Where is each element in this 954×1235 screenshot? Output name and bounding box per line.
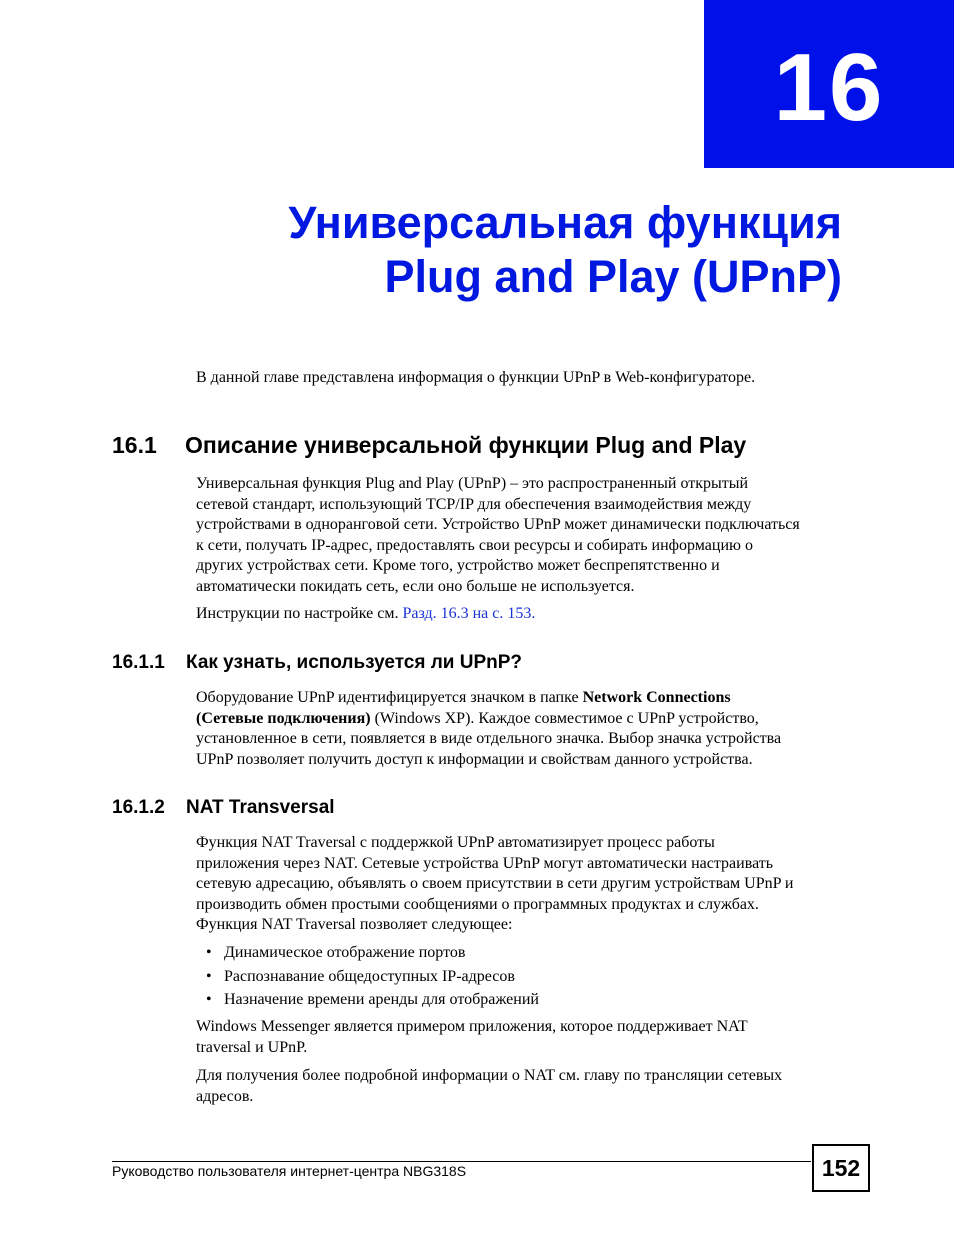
section-title: Описание универсальной функции Plug and Play	[185, 432, 747, 458]
text-line: Функция NAT Traversal позволяет следующее:	[196, 916, 513, 933]
section-title: Как узнать, используется ли UPnP?	[186, 652, 523, 673]
section-16-1-1-paragraph	[196, 688, 856, 770]
text-line: производить обмен простыми сообщениями о программных продуктах и службах.	[196, 895, 759, 913]
section-link[interactable]: Разд. 16.3 на с. 153.	[402, 605, 536, 622]
list-item: • Назначение времени аренды для отображений	[206, 991, 539, 1008]
section-heading-16-1-2	[112, 796, 335, 820]
text-line: к сети, получать IP-адрес, предоставлять свои ресурсы и собирать информацию о	[196, 536, 753, 554]
footer-title: Руководство пользователя интернет-центра NBG318S	[112, 1163, 467, 1179]
section-16-1-paragraph	[196, 474, 856, 597]
text-segment: Оборудование UPnP идентифицируется значком в папке	[196, 689, 583, 706]
section-title: NAT Transversal	[186, 797, 335, 818]
intro-paragraph: В данной главе представлена информация о функции UPnP в Web-конфигураторе.	[196, 369, 756, 386]
nat-reference-paragraph	[196, 1066, 856, 1107]
chapter-number-box	[704, 0, 954, 168]
section-16-1-2-paragraph	[196, 833, 856, 936]
text-line: Функция NAT Traversal с поддержкой UPnP автоматизирует процесс работы	[196, 834, 715, 851]
chapter-number: 16	[773, 34, 885, 141]
text-line: сетевой стандарт, использующий TCP/IP для обеспечения взаимодействия между	[196, 495, 752, 513]
chapter-title-line1: Универсальная функция	[288, 197, 842, 248]
chapter-title	[288, 196, 842, 304]
messenger-paragraph	[196, 1017, 856, 1058]
bullet-icon: •	[206, 944, 212, 961]
instructions-text: Инструкции по настройке см.	[196, 605, 403, 622]
chapter-title-line2: Plug and Play (UPnP)	[384, 251, 842, 302]
section-16-1-instructions	[196, 604, 856, 625]
page-number: 152	[812, 1144, 870, 1192]
text-line: сетевую адресацию, объявлять о своем присутствии в сети другим устройствам UPnP и	[196, 875, 794, 892]
text-line: установленное в сети, появляется в виде отдельного значка. Выбор значка устройства	[196, 730, 782, 747]
section-number: 16.1	[112, 432, 157, 458]
text-line: UPnP позволяет получить доступ к информации и свойствам данного устройства.	[196, 750, 753, 768]
text-segment: (Windows XP). Каждое совместимое с UPnP устройство,	[370, 709, 759, 727]
list-item: • Распознавание общедоступных IP-адресов	[206, 967, 515, 985]
section-heading-16-1	[112, 431, 746, 459]
feature-list	[206, 943, 539, 1014]
text-line: других устройствах сети. Кроме того, устройство может беспрепятственно и	[196, 557, 720, 574]
footer-divider	[112, 1161, 811, 1162]
text-line: traversal и UPnP.	[196, 1038, 308, 1056]
section-number: 16.1.2	[112, 797, 165, 818]
bullet-icon: •	[206, 991, 212, 1008]
text-line: автоматически покидать сеть, если оно больше не используется.	[196, 577, 635, 595]
text-line: устройствами в одноранговой сети. Устройство UPnP может динамически подключаться	[196, 516, 800, 533]
section-heading-16-1-1	[112, 651, 522, 675]
bullet-icon: •	[206, 967, 212, 985]
list-item: • Динамическое отображение портов	[206, 944, 466, 961]
text-line: Для получения более подробной информации о NAT см. главу по трансляции сетевых	[196, 1067, 783, 1084]
section-number: 16.1.1	[112, 652, 165, 673]
text-line: адресов.	[196, 1087, 254, 1105]
bold-term: (Сетевые подключения)	[196, 709, 371, 727]
text-line: Windows Messenger является примером приложения, которое поддерживает NAT	[196, 1018, 748, 1035]
text-line: приложения через NAT. Сетевые устройства UPnP могут автоматически настраивать	[196, 854, 774, 872]
bold-term: Network Connections	[582, 689, 731, 706]
text-line: Универсальная функция Plug and Play (UPnP) – это распространенный открытый	[196, 475, 749, 492]
